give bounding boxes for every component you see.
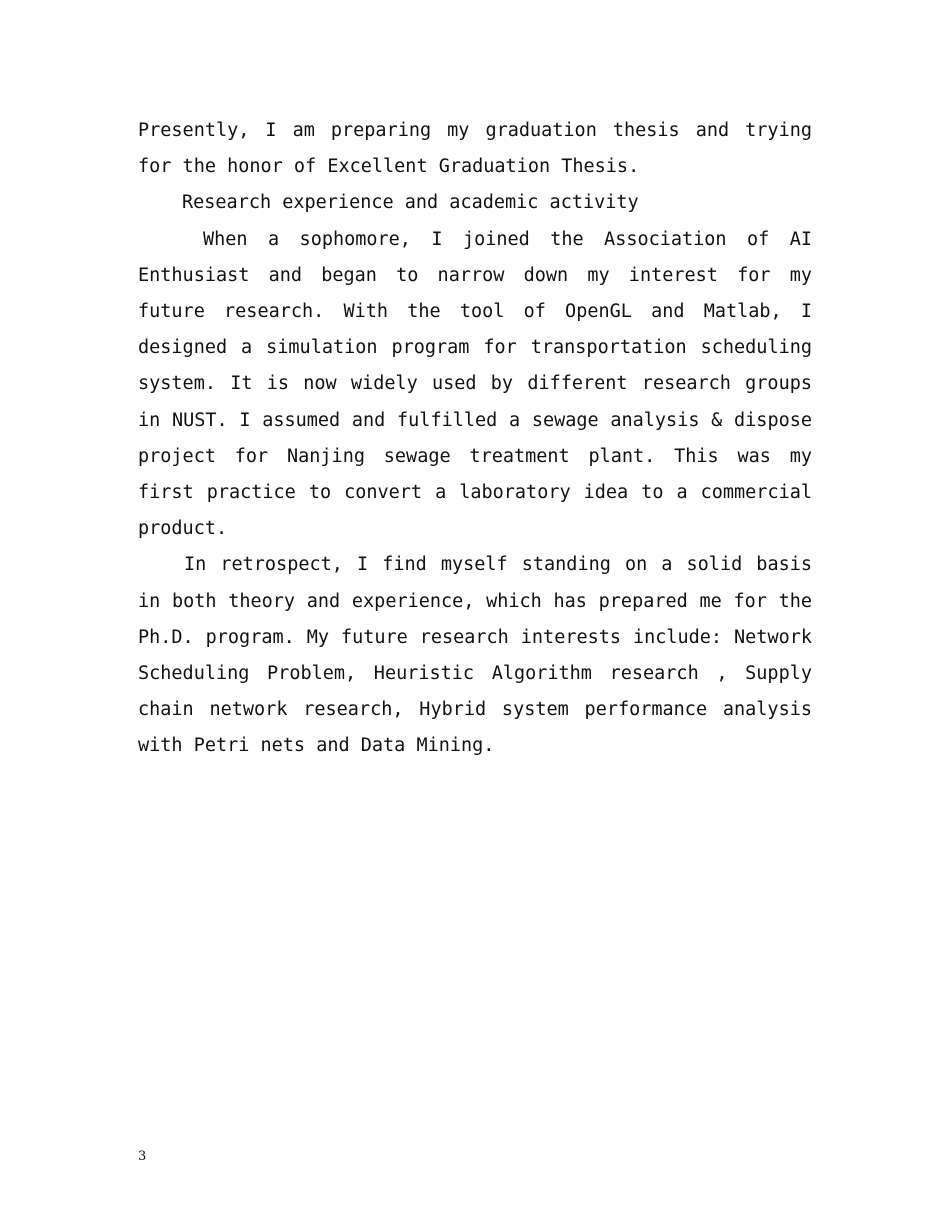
paragraph-research: When a sophomore, I joined the Association of AI Enthusiast and began to narrow down my interest for my future research. With the tool of OpenGL and Matlab, I designed a simulation program for transportation scheduling system. It is now widely used by different research groups in NUST. I assumed and fulfilled a sewage analysis & dispose project for Nanjing sewage treatment plant. This was my first practice to convert a laboratory idea to a commercial product.	[138, 228, 812, 540]
page-number: 3	[138, 1149, 147, 1164]
body-text	[138, 113, 812, 765]
paragraph-retrospect: In retrospect, I find myself standing on a solid basis in both theory and experience, which has prepared me for the Ph.D. program. My future research interests include: Network Scheduling Problem, Heuristic Algorithm research , Supply chain network research, Hybrid system performance analysis with Petri nets and Data Mining.	[138, 554, 812, 757]
paragraph-intro: Presently, I am preparing my graduation thesis and trying for the honor of Excellent Graduation Thesis.	[138, 120, 812, 178]
section-heading: Research experience and academic activity	[182, 192, 639, 214]
